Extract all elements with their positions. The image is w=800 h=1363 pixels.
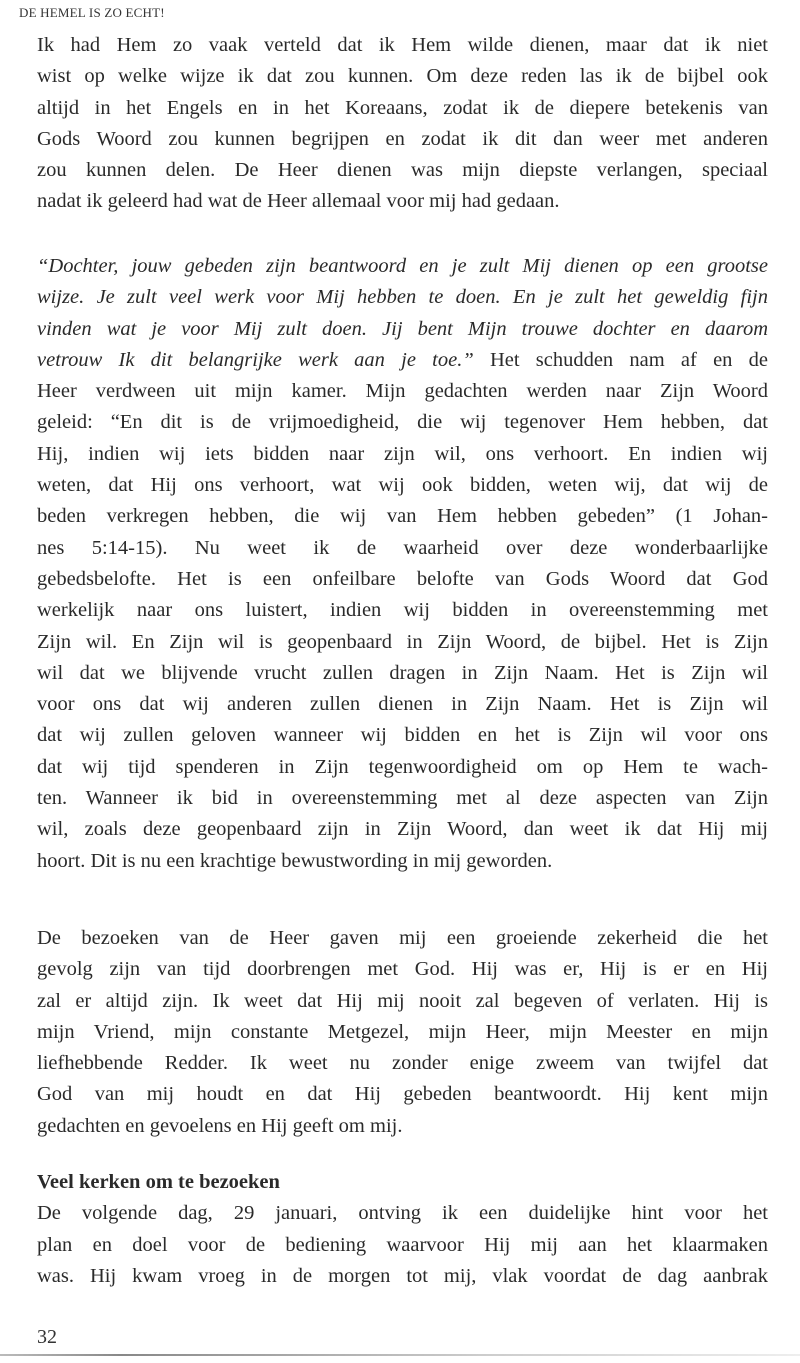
text-line: gedachten en gevoelens en Hij geeft om mij.	[37, 1114, 403, 1137]
text-line: nes 5:14-15). Nu weet ik de waarheid over deze wonderbaarlijke	[37, 536, 768, 559]
text-line: was. Hij kwam vroeg in de morgen tot mij, vlak voordat de dag aanbrak	[37, 1264, 768, 1287]
mixed-line	[37, 345, 768, 376]
text-line: zou kunnen delen. De Heer dienen was mijn diepste verlangen, speciaal	[37, 159, 768, 182]
page-number: 32	[37, 1326, 57, 1348]
text-line: Gods Woord zou kunnen begrijpen en zodat ik dit dan weer met anderen	[37, 127, 768, 150]
text-line: Ik had Hem zo vaak verteld dat ik Hem wilde dienen, maar dat ik niet	[37, 34, 768, 56]
text-line: dat wij zullen geloven wanneer wij bidden en het is Zijn wil voor ons	[37, 724, 768, 747]
text-line: nadat ik geleerd had wat de Heer allemaal voor mij had gedaan.	[37, 190, 560, 213]
page-edge-rule	[0, 1354, 800, 1356]
text-line: werkelijk naar ons luistert, indien wij bidden in overeenstemming met	[37, 599, 768, 622]
text-line: gevolg zijn van tijd doorbrengen met God. Hij was er, Hij is er en Hij	[37, 958, 768, 981]
text-line: mijn Vriend, mijn constante Metgezel, mijn Heer, mijn Meester en mijn	[37, 1020, 768, 1043]
text-line: God van mij houdt en dat Hij gebeden beantwoordt. Hij kent mijn	[37, 1083, 768, 1106]
paragraph-2	[37, 251, 768, 877]
quote-line: wijze. Je zult veel werk voor Mij hebben te doen. En je zult het geweldig fijn	[37, 286, 768, 309]
text-line: weten, dat Hij ons verhoort, wat wij ook bidden, weten wij, dat wij de	[37, 474, 768, 497]
text-line: geleid: “En dit is de vrijmoedigheid, die wij tegenover Hem hebben, dat	[37, 411, 768, 434]
text-line: ten. Wanneer ik bid in overeenstemming met al deze aspecten van Zijn	[37, 787, 768, 810]
text-line: wil, zoals deze geopenbaard zijn in Zijn Woord, dan weet ik dat Hij mij	[37, 818, 768, 841]
quote-line: vinden wat je voor Mij zult doen. Jij bent Mijn trouwe dochter en daarom	[37, 317, 768, 340]
paragraph-3	[37, 923, 768, 1142]
text-line: beden verkregen hebben, die wij van Hem hebben gebeden” (1 Johan-	[37, 505, 768, 528]
running-head: DE HEMEL IS ZO ECHT!	[19, 5, 165, 20]
text-line: plan en doel voor de bediening waarvoor Hij mij aan het klaarmaken	[37, 1233, 768, 1256]
text-line: Zijn wil. En Zijn wil is geopenbaard in Zijn Woord, de bijbel. Het is Zijn	[37, 630, 768, 653]
text-line: gebedsbelofte. Het is een onfeilbare belofte van Gods Woord dat God	[37, 567, 768, 590]
text-line: altijd in het Engels en in het Koreaans, zodat ik de diepere betekenis van	[37, 96, 768, 119]
text-line: hoort. Dit is nu een krachtige bewustwording in mij geworden.	[37, 849, 553, 872]
text-line: dat wij tijd spenderen in Zijn tegenwoordigheid om op Hem te wach-	[37, 755, 768, 778]
text-line: Heer verdween uit mijn kamer. Mijn gedachten werden naar Zijn Woord	[37, 380, 768, 403]
text-line: voor ons dat wij anderen zullen dienen in Zijn Naam. Het is Zijn wil	[37, 693, 768, 716]
text-line: De bezoeken van de Heer gaven mij een groeiende zekerheid die het	[37, 927, 768, 949]
quote-line: “Dochter, jouw gebeden zijn beantwoord en je zult Mij dienen op een grootse	[37, 255, 768, 277]
text-fragment: Het schudden nam af en de	[473, 348, 768, 371]
paragraph-1	[37, 30, 768, 218]
text-line: wist op welke wijze ik dat zou kunnen. Om deze reden las ik de bijbel ook	[37, 65, 768, 88]
section	[37, 1167, 768, 1292]
text-line: zal er altijd zijn. Ik weet dat Hij mij nooit zal begeven of verlaten. Hij is	[37, 989, 768, 1012]
text-line: De volgende dag, 29 januari, ontving ik een duidelijke hint voor het	[37, 1202, 768, 1225]
section-heading: Veel kerken om te bezoeken	[37, 1171, 280, 1193]
text-line: liefhebbende Redder. Ik weet nu zonder enige zweem van twijfel dat	[37, 1052, 768, 1075]
text-line: wil dat we blijvende vrucht zullen dragen in Zijn Naam. Het is Zijn wil	[37, 661, 768, 684]
text-line: Hij, indien wij iets bidden naar zijn wil, ons verhoort. En indien wij	[37, 442, 768, 465]
quote-end: vetrouw Ik dit belangrijke werk aan je toe.”	[37, 348, 474, 371]
